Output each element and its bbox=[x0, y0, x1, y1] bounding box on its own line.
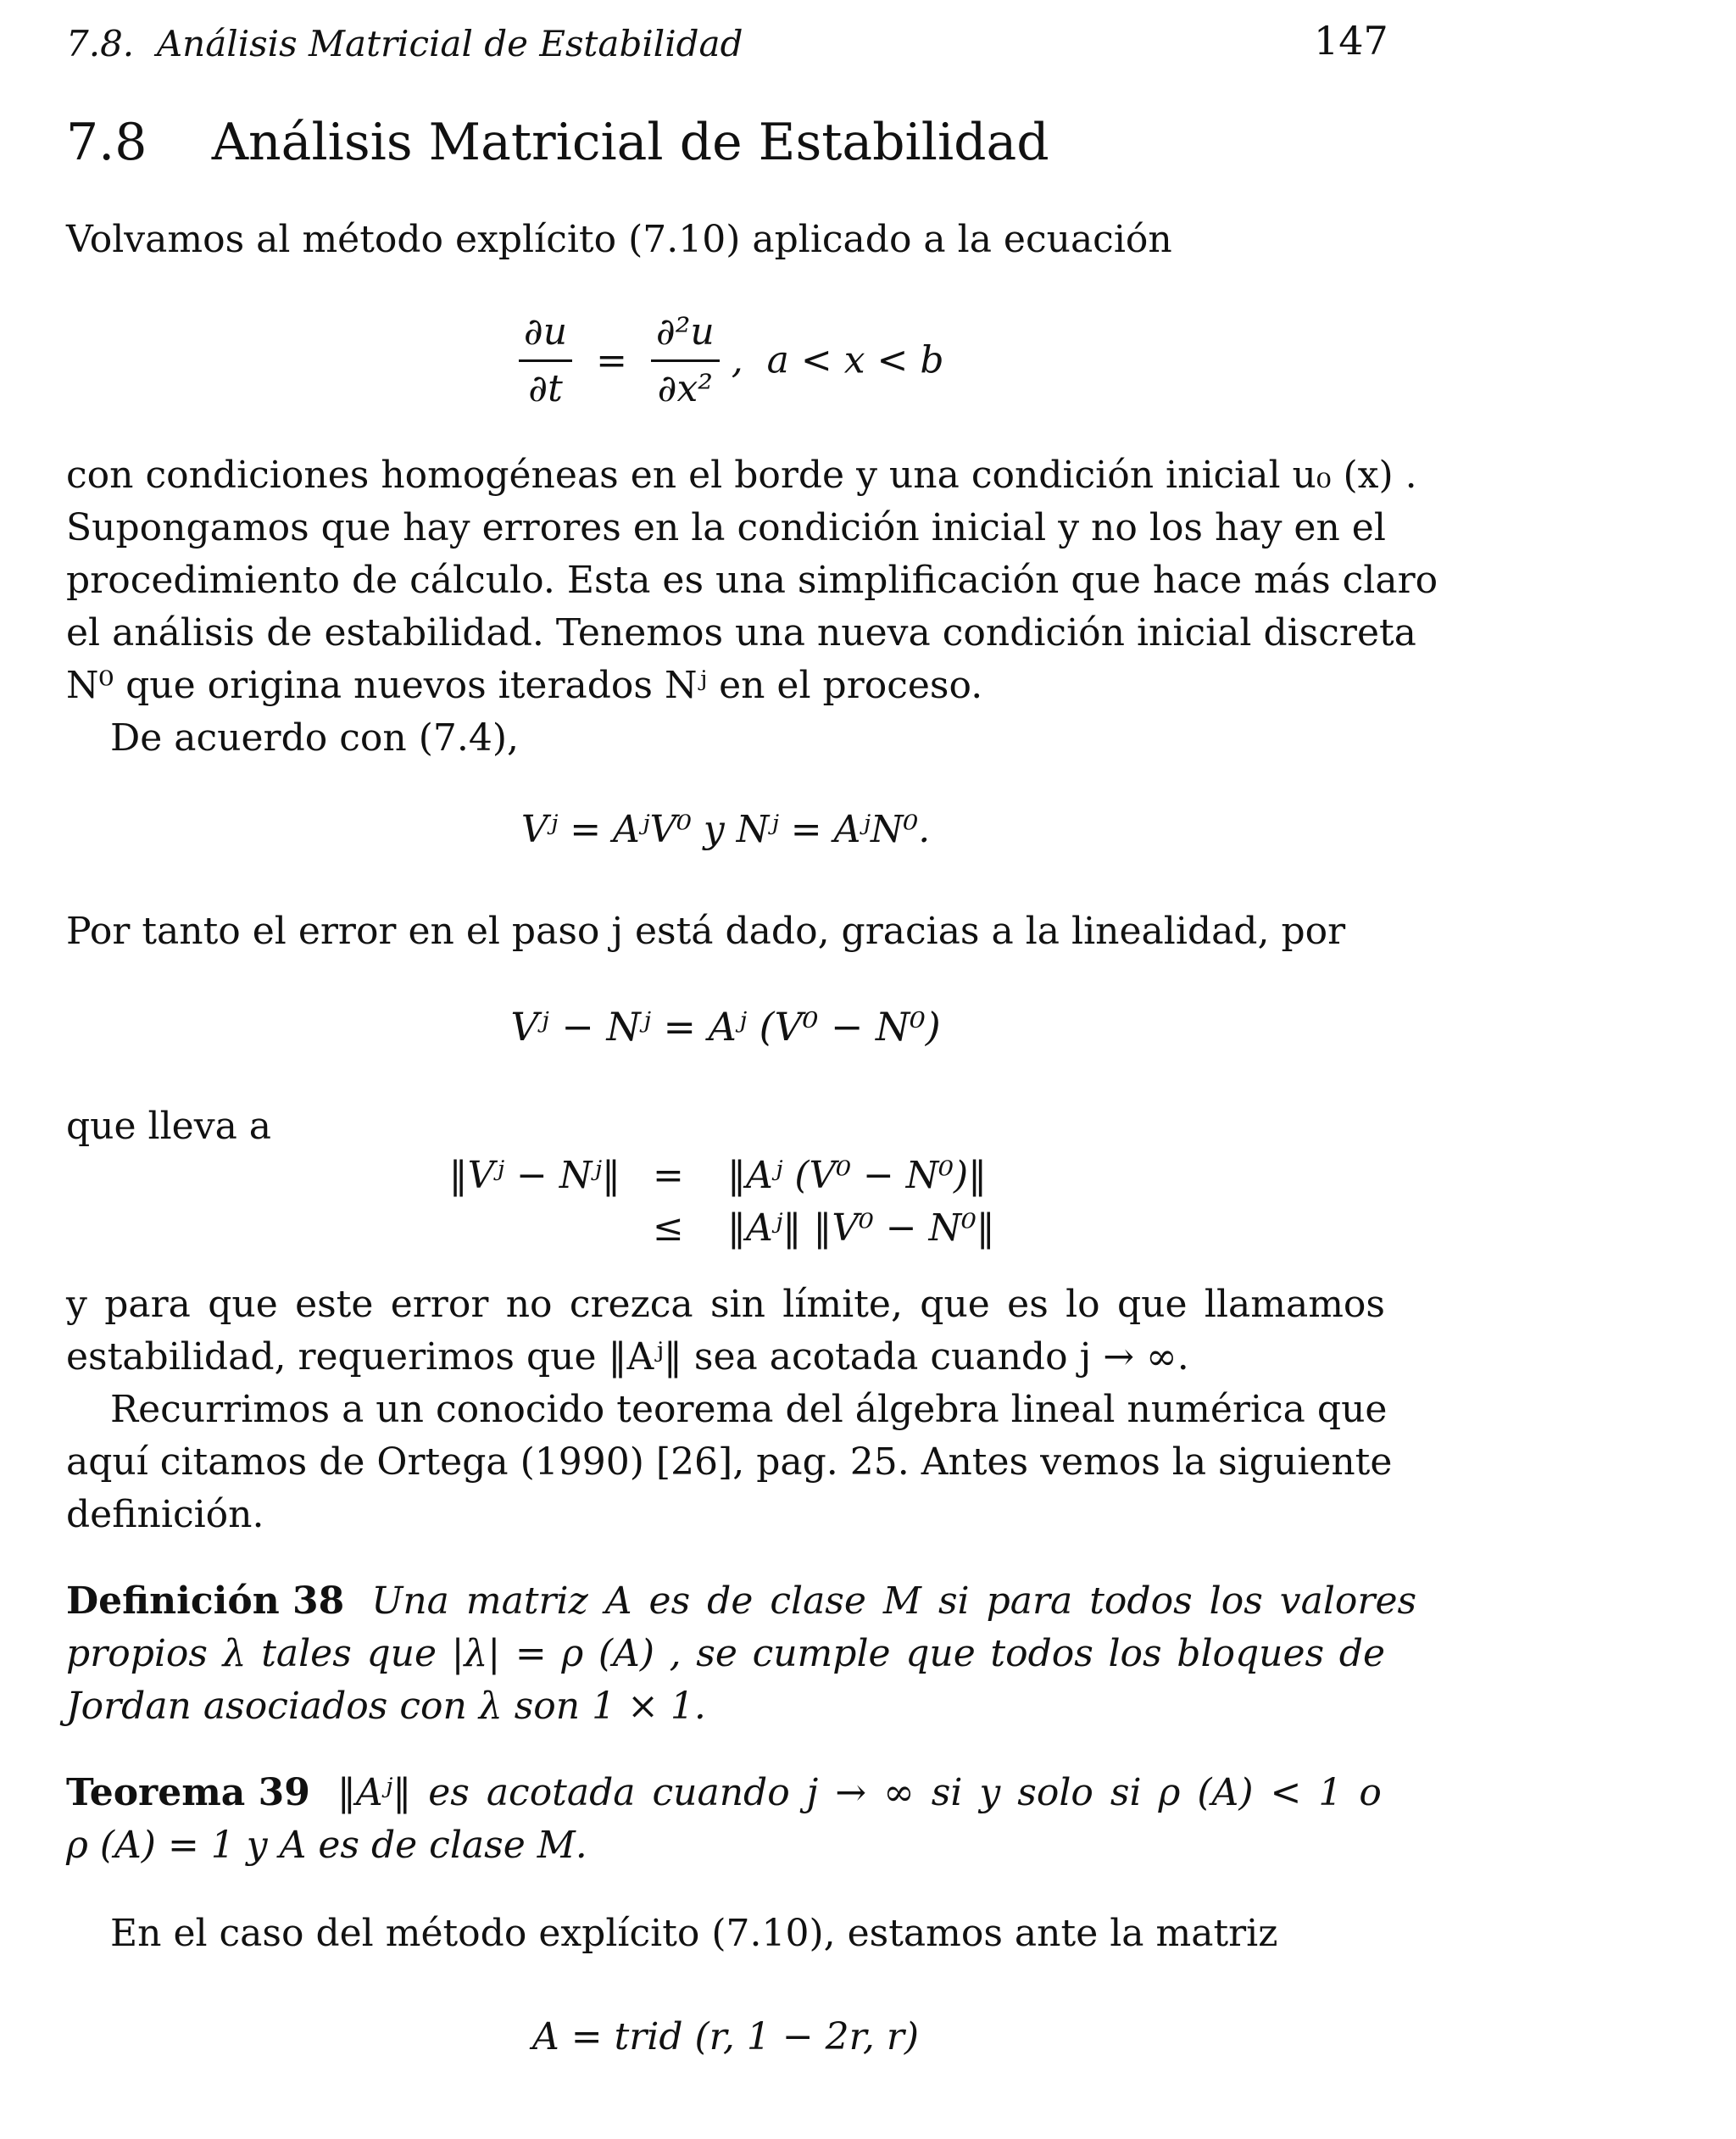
definition-label: Definición 38 bbox=[66, 1579, 345, 1623]
paragraph-intro: Volvamos al método explícito (7.10) aplicado a la ecuación bbox=[66, 218, 1172, 261]
page-number: 147 bbox=[1314, 18, 1388, 64]
paragraph-line: procedimiento de cálculo. Esta es una simplificación que hace más claro bbox=[66, 559, 1438, 602]
theorem-label: Teorema 39 bbox=[66, 1771, 310, 1814]
equation-heat bbox=[519, 305, 944, 416]
equation-tridiagonal: A = trid (r, 1 − 2r, r) bbox=[531, 2015, 920, 2058]
paragraph-line: N⁰ que origina nuevos iterados Nʲ en el proceso. bbox=[66, 664, 983, 707]
equation-norm-row2-rel: ≤ bbox=[653, 1206, 684, 1250]
equation-norm-row2-rhs: ‖Aʲ‖ ‖V⁰ − N⁰‖ bbox=[727, 1206, 995, 1250]
paragraph-line: En el caso del método explícito (7.10), estamos ante la matriz bbox=[110, 1912, 1278, 1955]
paragraph-line: aquí citamos de Ortega (1990) [26], pag. 25. Antes vemos la siguiente bbox=[66, 1440, 1393, 1484]
running-header-title: 7.8. Análisis Matricial de Estabilidad bbox=[66, 23, 743, 64]
equation-heat-lhs: $\frac{\partial u}{\partial t}$ bbox=[519, 305, 572, 416]
paragraph-line: De acuerdo con (7.4), bbox=[110, 716, 519, 760]
equation-norm-row1-lhs: ‖Vʲ − Nʲ‖ bbox=[448, 1154, 620, 1197]
theorem-text: ‖Aʲ‖ es acotada cuando j → ∞ si y solo si ρ (A) < 1 o bbox=[337, 1771, 1382, 1814]
equation-norm-row1-rhs: ‖Aʲ (V⁰ − N⁰)‖ bbox=[727, 1154, 988, 1197]
equation-heat-rhs: $\frac{\text{∂²u}}{\text{∂x²}}$ bbox=[651, 305, 720, 416]
equation-iterates: Vʲ = AʲV⁰ y Nʲ = AʲN⁰. bbox=[520, 808, 931, 851]
paragraph-line: que lleva a bbox=[66, 1105, 272, 1148]
theorem-line: ρ (A) = 1 y A es de clase M. bbox=[66, 1824, 587, 1867]
paragraph-line: con condiciones homogéneas en el borde y una condición inicial u₀ (x) . bbox=[66, 454, 1417, 497]
paragraph-line: Por tanto el error en el paso j está dado, gracias a la linealidad, por bbox=[66, 910, 1346, 953]
equation-error: Vʲ − Nʲ = Aʲ (V⁰ − N⁰) bbox=[510, 1004, 941, 1050]
paragraph-line: y para que este error no crezca sin límite, que es lo que llamamos bbox=[66, 1283, 1385, 1326]
equation-norm-row1-rel: = bbox=[653, 1154, 684, 1197]
paragraph-line: Supongamos que hay errores en la condición inicial y no los hay en el bbox=[66, 506, 1386, 549]
equation-heat-equals: = bbox=[596, 338, 627, 382]
definition-text: Una matriz A es de clase M si para todos los valores bbox=[371, 1579, 1417, 1623]
definition-block bbox=[66, 1575, 1417, 1628]
paragraph-line: estabilidad, requerimos que ‖Aʲ‖ sea acotada cuando j → ∞. bbox=[66, 1335, 1189, 1379]
paragraph-line: Recurrimos a un conocido teorema del álgebra lineal numérica que bbox=[110, 1388, 1388, 1431]
paragraph-line: definición. bbox=[66, 1493, 264, 1536]
section-title: 7.8 Análisis Matricial de Estabilidad bbox=[66, 113, 1049, 172]
equation-heat-domain: , a < x < b bbox=[731, 338, 944, 382]
definition-line: propios λ tales que |λ| = ρ (A) , se cumple que todos los bloques de bbox=[66, 1632, 1385, 1675]
definition-line: Jordan asociados con λ son 1 × 1. bbox=[66, 1685, 706, 1728]
paragraph-line: el análisis de estabilidad. Tenemos una nueva condición inicial discreta bbox=[66, 611, 1416, 655]
theorem-block bbox=[66, 1767, 1385, 1819]
